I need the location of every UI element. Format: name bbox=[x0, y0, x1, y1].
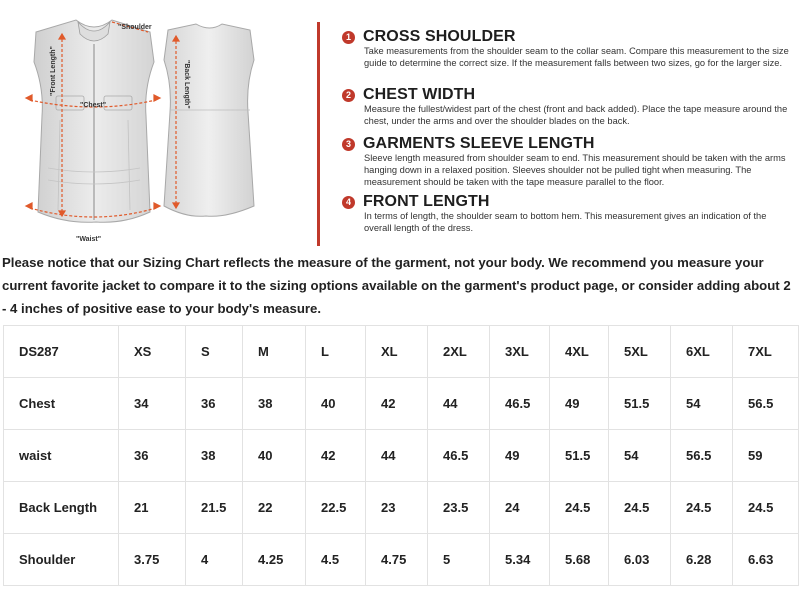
table-cell: 38 bbox=[186, 430, 243, 482]
table-cell: 24.5 bbox=[733, 482, 799, 534]
table-size-header-cell: 4XL bbox=[550, 326, 609, 378]
table-header-row bbox=[4, 326, 799, 378]
table-cell: 51.5 bbox=[550, 430, 609, 482]
size-chart-body bbox=[4, 326, 799, 586]
table-cell: 5 bbox=[428, 534, 490, 586]
vest-illustration bbox=[0, 0, 310, 248]
table-cell: 4.75 bbox=[366, 534, 428, 586]
table-cell: 40 bbox=[306, 378, 366, 430]
table-cell: 36 bbox=[186, 378, 243, 430]
table-cell: 22.5 bbox=[306, 482, 366, 534]
step-title: FRONT LENGTH bbox=[363, 193, 490, 210]
table-cell: 22 bbox=[243, 482, 306, 534]
table-cell: 5.68 bbox=[550, 534, 609, 586]
step-front-length bbox=[342, 193, 792, 235]
table-cell: 56.5 bbox=[733, 378, 799, 430]
figure-divider bbox=[317, 22, 320, 246]
size-chart-table bbox=[3, 325, 799, 586]
table-row-label: Shoulder bbox=[4, 534, 119, 586]
step-description: Take measurements from the shoulder seam to the collar seam. Compare this measurement to the size guide to determine the correct size. If the measurement falls between two sizes, go for the larger size. bbox=[364, 46, 789, 68]
step-description: Sleeve length measured from shoulder seam to end. This measurement should be taken with the arms hanging down in a relaxed position. Sleeves shoulder not be pulled tight when measuring. The measurement should be taken with the tape measure parallel to the floor. bbox=[364, 153, 786, 187]
table-cell: 23 bbox=[366, 482, 428, 534]
table-row bbox=[4, 430, 799, 482]
table-cell: 24.5 bbox=[609, 482, 671, 534]
table-size-header-cell: S bbox=[186, 326, 243, 378]
table-size-header-cell: 7XL bbox=[733, 326, 799, 378]
step-title: CROSS SHOULDER bbox=[363, 28, 516, 45]
table-size-header-cell: XL bbox=[366, 326, 428, 378]
table-size-header-cell: M bbox=[243, 326, 306, 378]
sizing-note: Please notice that our Sizing Chart reflects the measure of the garment, not your body. We recommend you measure your current favorite jacket to compare it to the sizing options available on the garment's product page, or consider adding about 2 - 4 inches of positive ease to your body's measure. bbox=[2, 255, 791, 316]
table-cell: 4.5 bbox=[306, 534, 366, 586]
step-title: GARMENTS SLEEVE LENGTH bbox=[363, 135, 595, 152]
front-length-label: "Front Length" bbox=[50, 46, 57, 96]
table-cell: 42 bbox=[366, 378, 428, 430]
shoulder-label: "Shoulder bbox=[118, 24, 152, 31]
waist-label: "Waist" bbox=[76, 236, 102, 243]
table-cell: 54 bbox=[609, 430, 671, 482]
step-number-badge: 4 bbox=[342, 196, 355, 209]
table-size-header-cell: L bbox=[306, 326, 366, 378]
step-description: In terms of length, the shoulder seam to bottom hem. This measurement gives an indication of the overall length of the dress. bbox=[364, 211, 767, 233]
table-cell: 21 bbox=[119, 482, 186, 534]
table-cell: 4 bbox=[186, 534, 243, 586]
table-cell: 44 bbox=[428, 378, 490, 430]
table-cell: 49 bbox=[550, 378, 609, 430]
table-cell: 24 bbox=[490, 482, 550, 534]
table-cell: 3.75 bbox=[119, 534, 186, 586]
step-chest-width bbox=[342, 86, 792, 128]
table-cell: 42 bbox=[306, 430, 366, 482]
table-cell: 36 bbox=[119, 430, 186, 482]
table-row bbox=[4, 534, 799, 586]
step-sleeve-length bbox=[342, 135, 792, 188]
table-cell: 4.25 bbox=[243, 534, 306, 586]
table-cell: 40 bbox=[243, 430, 306, 482]
step-cross-shoulder bbox=[342, 28, 792, 70]
table-cell: 44 bbox=[366, 430, 428, 482]
table-size-header-cell: 3XL bbox=[490, 326, 550, 378]
table-cell: 56.5 bbox=[671, 430, 733, 482]
table-cell: 24.5 bbox=[550, 482, 609, 534]
table-size-header-cell: 2XL bbox=[428, 326, 490, 378]
step-title: CHEST WIDTH bbox=[363, 86, 476, 103]
step-description: Measure the fullest/widest part of the chest (front and back added). Place the tape measure around the chest, under the arms and over the shoulder blades on the back. bbox=[364, 104, 788, 126]
table-row-label: Back Length bbox=[4, 482, 119, 534]
table-cell: 6.28 bbox=[671, 534, 733, 586]
step-number-badge: 3 bbox=[342, 138, 355, 151]
table-cell: 51.5 bbox=[609, 378, 671, 430]
table-cell: 24.5 bbox=[671, 482, 733, 534]
table-cell: 5.34 bbox=[490, 534, 550, 586]
table-row-label: Chest bbox=[4, 378, 119, 430]
table-cell: 38 bbox=[243, 378, 306, 430]
back-length-label: "Back Length" bbox=[183, 60, 190, 109]
vest-back bbox=[164, 24, 254, 216]
step-number-badge: 1 bbox=[342, 31, 355, 44]
table-cell: 59 bbox=[733, 430, 799, 482]
measurement-guide bbox=[0, 0, 800, 248]
table-cell: 6.63 bbox=[733, 534, 799, 586]
table-cell: 23.5 bbox=[428, 482, 490, 534]
table-cell: 46.5 bbox=[490, 378, 550, 430]
table-row bbox=[4, 378, 799, 430]
table-cell: 21.5 bbox=[186, 482, 243, 534]
table-cell: 46.5 bbox=[428, 430, 490, 482]
chest-label: "Chest" bbox=[80, 102, 107, 109]
table-size-header-cell: 5XL bbox=[609, 326, 671, 378]
table-cell: 34 bbox=[119, 378, 186, 430]
table-size-header-cell: 6XL bbox=[671, 326, 733, 378]
table-cell: 6.03 bbox=[609, 534, 671, 586]
table-cell: 49 bbox=[490, 430, 550, 482]
table-row-label: waist bbox=[4, 430, 119, 482]
table-cell: 54 bbox=[671, 378, 733, 430]
table-size-header-cell: XS bbox=[119, 326, 186, 378]
step-number-badge: 2 bbox=[342, 89, 355, 102]
table-model-cell: DS287 bbox=[4, 326, 119, 378]
table-row bbox=[4, 482, 799, 534]
